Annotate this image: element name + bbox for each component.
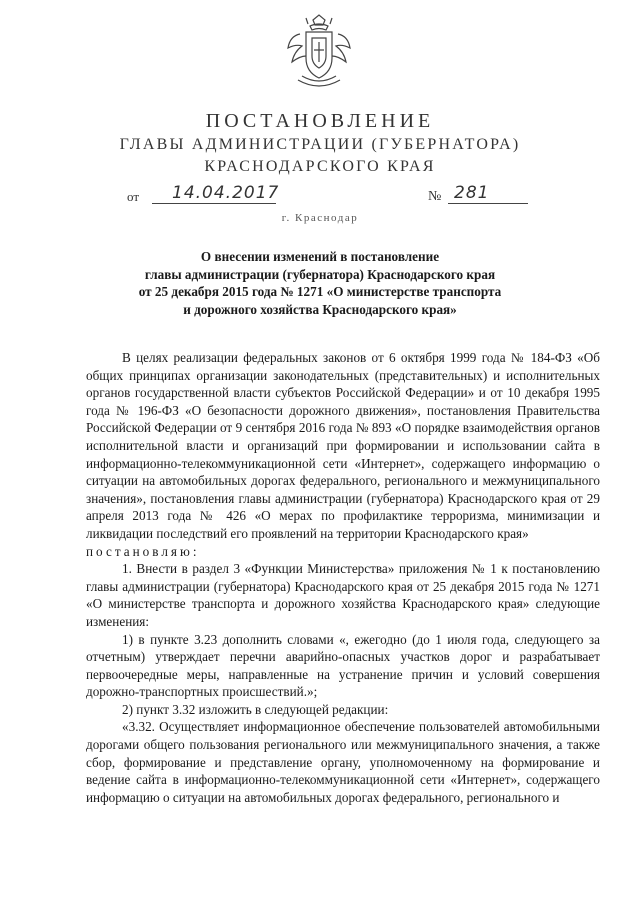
title-line: и дорожного хозяйства Краснодарского края»	[183, 301, 457, 317]
coat-of-arms-emblem	[286, 14, 352, 92]
number-label: №	[428, 189, 442, 204]
subclause-1-paragraph: 1) в пункте 3.23 дополнить словами «, ежегодно (до 1 июля года, следующего за отчетным) утверждает перечни аварийно-опасных участков дорог и разрабатывает первоочередные меры, направленные на устранение причин и условий совершения дорожно-транспортных происшествий.»;	[86, 631, 600, 700]
preamble-paragraph	[86, 349, 600, 543]
number-value: 281	[454, 183, 490, 203]
region-heading: КРАСНОДАРСКОГО КРАЯ	[204, 158, 436, 175]
decree-word	[86, 543, 600, 561]
date-label: от	[127, 189, 140, 204]
document-title	[80, 248, 560, 318]
title-line: главы администрации (губернатора) Краснодарского края	[144, 266, 496, 282]
document-body	[86, 349, 600, 806]
title-line: О внесении изменений в постановление	[200, 249, 440, 264]
document-type-heading: ПОСТАНОВЛЕНИЕ	[205, 110, 435, 132]
clause-1-paragraph: 1. Внести в раздел 3 «Функции Министерства» приложения № 1 к постановлению главы администрации (губернатора) Краснодарского края от 25 декабря 2015 года № 1271 «О министерстве транспорта и дорожного хозяйства Краснодарского края» следующие изменения:	[86, 561, 600, 629]
clause-3-32-paragraph: «3.32. Осуществляет информационное обеспечение пользователей автомобильными дорогами общего пользования регионального или межмуниципального значения, а также сбор, формирование и представление органу, уполномоченному на формирование и ведение сайта в информационно-телекоммуникационной сети «Интернет», содержащего информацию о ситуации на автомобильных дорогах федерального, регионального и	[86, 719, 600, 805]
decree-word-text: постановляю:	[86, 543, 200, 559]
date-value: 14.04.2017	[172, 183, 280, 203]
date-number-row	[0, 183, 640, 209]
issuer-heading: ГЛАВЫ АДМИНИСТРАЦИИ (ГУБЕРНАТОРА)	[119, 136, 521, 153]
title-line: от 25 декабря 2015 года № 1271 «О министерстве транспорта	[138, 284, 502, 299]
subclause-2-paragraph: 2) пункт 3.32 изложить в следующей редакции:	[122, 701, 389, 717]
preamble-text: В целях реализации федеральных законов от 6 октября 1999 года № 184-ФЗ «Об общих принципах организации законодательных (представительных) и исполнительных органов государственной власти субъектов Российской Федерации» и от 10 декабря 1995 года № 196-ФЗ «О безопасности дорожного движения», постановления Правительства Российской Федерации от 9 сентября 2016 года № 893 «О порядке взаимодействия органов исполнительной власти и организаций при формировании и использовании сайта в информационно-телекоммуникационной сети «Интернет», содержащего информацию о ситуации на автомобильных дорогах федерального, регионального и межмуниципального значения», постановления главы администрации (губернатора) Краснодарского края от 29 апреля 2013 года № 426 «О мерах по профилактике терроризма, минимизации и ликвидации последствий его проявлений на территории Краснодарского края»	[86, 350, 600, 541]
city-label: г. Краснодар	[281, 212, 359, 224]
